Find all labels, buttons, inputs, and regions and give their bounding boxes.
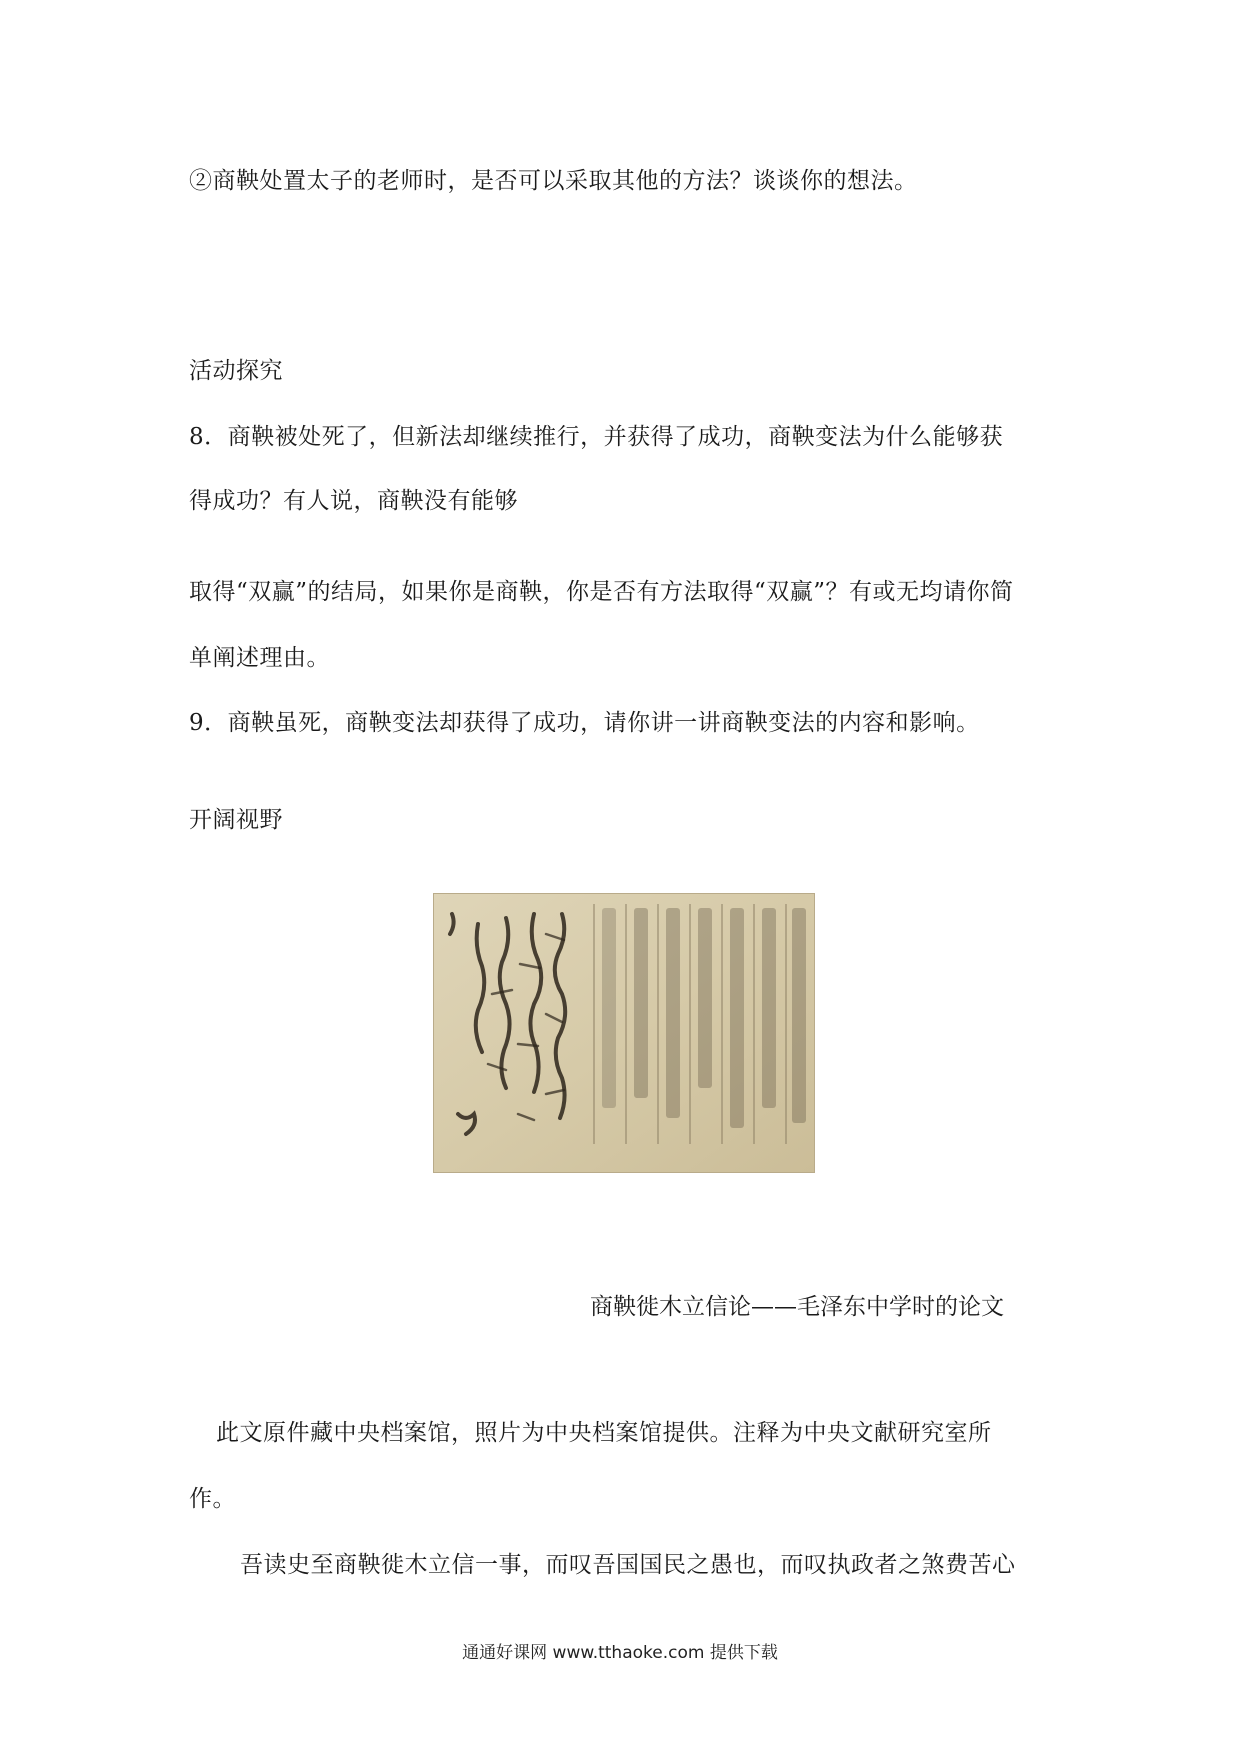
manuscript-photo xyxy=(433,893,815,1173)
question-9: 9．商鞅虽死，商鞅变法却获得了成功，请你讲一讲商鞅变法的内容和影响。 xyxy=(189,710,980,736)
photo-caption: 商鞅徙木立信论——毛泽东中学时的论文 xyxy=(590,1294,1004,1320)
page-footer: 通通好课网 www.tthaoke.com 提供下载 xyxy=(462,1643,778,1663)
paragraph-1-line-1: 此文原件藏中央档案馆，照片为中央档案馆提供。注释为中央文献研究室所 xyxy=(216,1420,992,1446)
question-2: ②商鞅处置太子的老师时，是否可以采取其他的方法？谈谈你的想法。 xyxy=(189,168,918,194)
section-heading-horizon: 开阔视野 xyxy=(189,807,283,833)
paragraph-2-line-1: 吾读史至商鞅徙木立信一事，而叹吾国国民之愚也，而叹执政者之煞费苦心 xyxy=(240,1552,1016,1578)
question-8-line-4: 单阐述理由。 xyxy=(189,645,330,671)
question-8-line-2: 得成功？有人说，商鞅没有能够 xyxy=(189,488,518,514)
paragraph-1-line-2: 作。 xyxy=(189,1486,236,1512)
section-heading-activity: 活动探究 xyxy=(189,358,283,384)
question-8-line-1: 8．商鞅被处死了，但新法却继续推行，并获得了成功，商鞅变法为什么能够获 xyxy=(189,424,1004,450)
manuscript-illustration xyxy=(434,894,814,1172)
question-8-line-3: 取得“双赢”的结局，如果你是商鞅，你是否有方法取得“双赢”？有或无均请你简 xyxy=(189,579,1014,605)
